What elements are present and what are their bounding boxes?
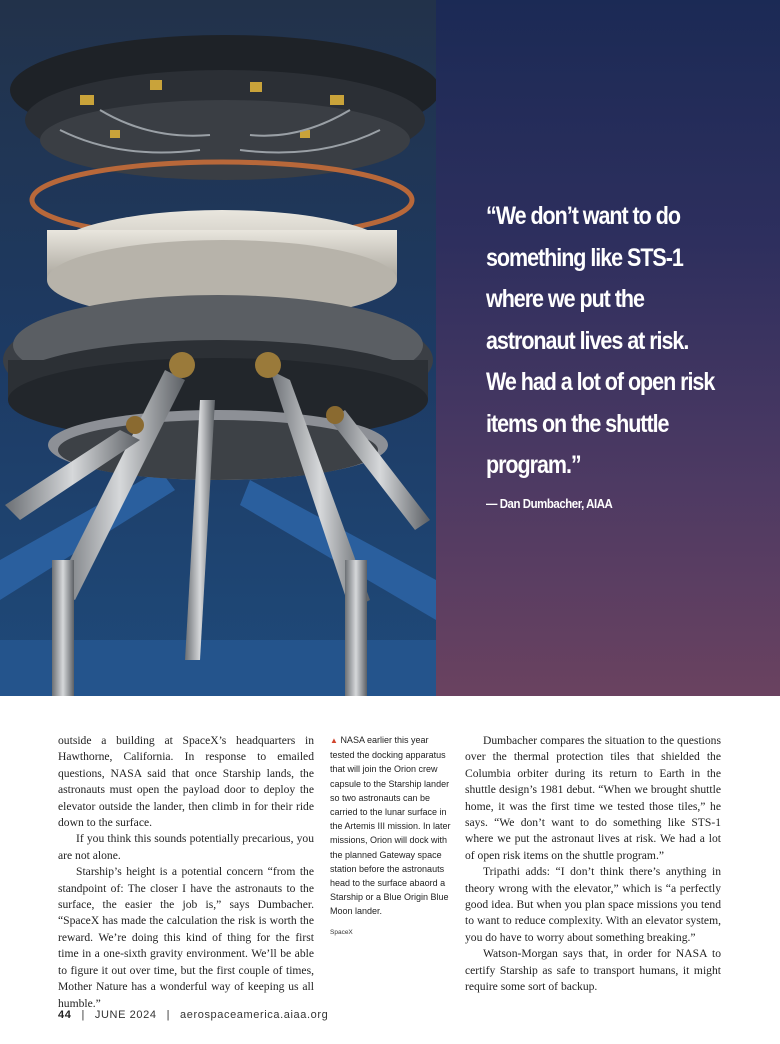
footer-separator: | [166, 1009, 171, 1021]
footer-separator: | [81, 1009, 85, 1021]
issue-date: JUNE 2024 [94, 1009, 157, 1021]
caption-triangle-icon: ▲ [330, 736, 338, 745]
pull-quote-text: “We don’t want to do something like STS-1 where we put the astronaut lives at risk. We had a lot of open risk items on the shuttle program.” [486, 202, 715, 479]
page-number: 44 [58, 1009, 72, 1021]
website-url: aerospaceamerica.aiaa.org [180, 1009, 329, 1021]
paragraph: Tripathi adds: “I don’t think there’s anything in theory wrong with the elevator,” which is “a perfectly good idea. But when you plan space missions you tend to want to reduce complexity. With an elevator system, you do have to worry about something breaking.” [465, 865, 721, 944]
pull-quote-panel [436, 0, 780, 696]
paragraph: Dumbacher compares the situation to the questions over the thermal protection tiles that shielded the Columbia orbiter during its return to Earth in the shuttle design’s 1981 debut. “When we brought shuttle home, it was the first time we tested those tiles,” he says. “We don’t want to do something like STS-1 where we put the astronaut lives at risk. We had a lot of open risk items on the shuttle program.” [465, 734, 721, 862]
docking-apparatus-photo [0, 0, 436, 696]
paragraph: If you think this sounds potentially precarious, you are not alone. [58, 832, 314, 862]
photo-caption [330, 733, 454, 919]
paragraph: Starship’s height is a potential concern “from the standpoint of: The closer I have the astronauts to the surface, the easier the job is,” says Dumbacher. “SpaceX has made the calculation the risk is worth the reward. We’re doing this kind of thing for the first time in a one-sixth gravity environment. We’ll be able to figure it out over time, but the first couple of times, Mother Nature has a wonderful way of keeping us all humble.” [58, 865, 314, 1010]
photo-credit: SpaceX [330, 929, 353, 936]
article-column-3 [465, 733, 721, 996]
caption-text: NASA earlier this year tested the docking apparatus that will join the Orion crew capsule to the Starship lander so two astronauts can be carried to the lunar surface in the Artemis III mission. In later missions, Orion will dock with the planned Gateway space station before the astronauts head to the surface abaord a Starship or a Blue Origin Blue Moon lander. [330, 735, 451, 917]
paragraph: outside a building at SpaceX’s headquarters in Hawthorne, California. In response to emailed questions, NASA said that once Starship lands, the astronauts must open the payload door to deploy the elevator outside the lander, then climb in for their ride down to the surface. [58, 734, 314, 830]
pull-quote-attribution: — Dan Dumbacher, AIAA [486, 496, 613, 511]
article-column-1 [58, 733, 314, 1012]
page-footer [58, 1009, 328, 1021]
paragraph: Watson-Morgan says that, in order for NASA to certify Starship as safe to transport humans, it might require some sort of backup. [465, 947, 721, 994]
